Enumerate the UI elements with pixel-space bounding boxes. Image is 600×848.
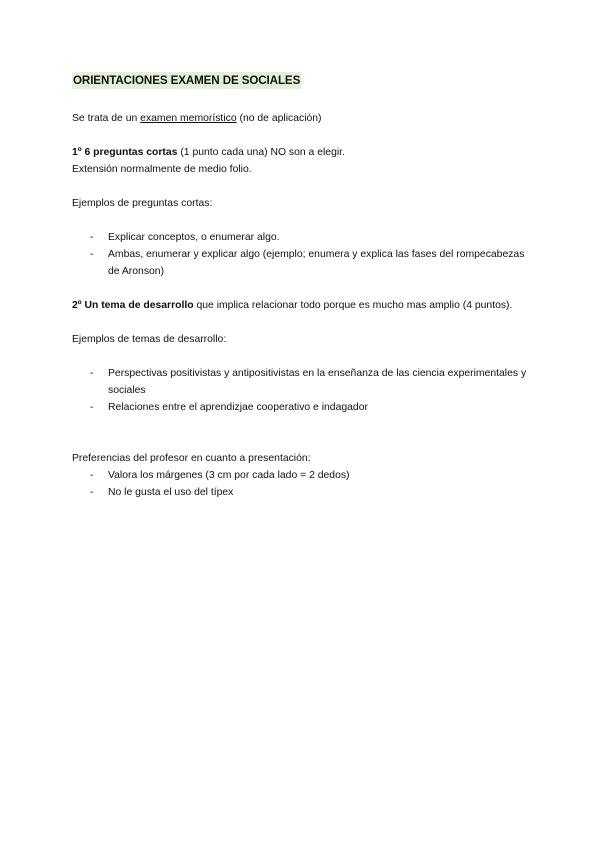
list-item-text: Explicar conceptos, o enumerar algo. xyxy=(108,232,280,243)
list-item-text: Relaciones entre el aprendizjae cooperativo e indagador xyxy=(108,402,368,413)
list-item xyxy=(72,484,528,501)
short-questions-lead: 1º 6 preguntas cortas xyxy=(72,147,178,158)
short-questions-rest: (1 punto cada una) NO son a elegir. xyxy=(177,147,345,158)
essay-examples-list xyxy=(72,365,528,416)
list-item-text: Perspectivas positivistas y antipositivistas en la enseñanza de las ciencia experimentales y sociales xyxy=(108,368,527,396)
list-item xyxy=(72,467,528,484)
intro-underlined: examen memorístico xyxy=(140,113,237,124)
bullet-dash: - xyxy=(90,470,94,481)
document-page xyxy=(72,72,528,501)
bullet-dash: - xyxy=(90,232,94,243)
intro-prefix: Se trata de un xyxy=(72,113,141,124)
short-questions-paragraph xyxy=(72,144,528,161)
essay-examples-heading: Ejemplos de temas de desarrollo: xyxy=(72,334,227,345)
bullet-dash: - xyxy=(90,402,94,413)
list-item-text: No le gusta el uso del típex xyxy=(108,487,234,498)
bullet-dash: - xyxy=(90,487,94,498)
list-item xyxy=(72,246,528,280)
list-item-text: Valora los márgenes (3 cm por cada lado = 2 dedos) xyxy=(108,470,350,481)
essay-lead: 2º Un tema de desarrollo xyxy=(72,300,194,311)
essay-rest: que implica relacionar todo porque es mucho mas amplio (4 puntos). xyxy=(193,300,513,311)
list-item xyxy=(72,399,528,416)
list-item xyxy=(72,365,528,399)
short-questions-extension: Extensión normalmente de medio folio. xyxy=(72,164,252,175)
list-item xyxy=(72,229,528,246)
bullet-dash: - xyxy=(90,368,94,379)
preferences-list xyxy=(72,467,528,501)
short-examples-list xyxy=(72,229,528,280)
intro-suffix: (no de aplicación) xyxy=(236,113,322,124)
preferences-heading: Preferencias del profesor en cuanto a presentación: xyxy=(72,453,311,464)
document-title: ORIENTACIONES EXAMEN DE SOCIALES xyxy=(73,74,301,87)
essay-paragraph xyxy=(72,297,528,314)
list-item-text: Ambas, enumerar y explicar algo (ejemplo; enumera y explica las fases del rompecabezas de Aronson) xyxy=(108,249,525,277)
intro-paragraph xyxy=(72,110,528,127)
short-examples-heading: Ejemplos de preguntas cortas: xyxy=(72,198,213,209)
bullet-dash: - xyxy=(90,249,94,260)
